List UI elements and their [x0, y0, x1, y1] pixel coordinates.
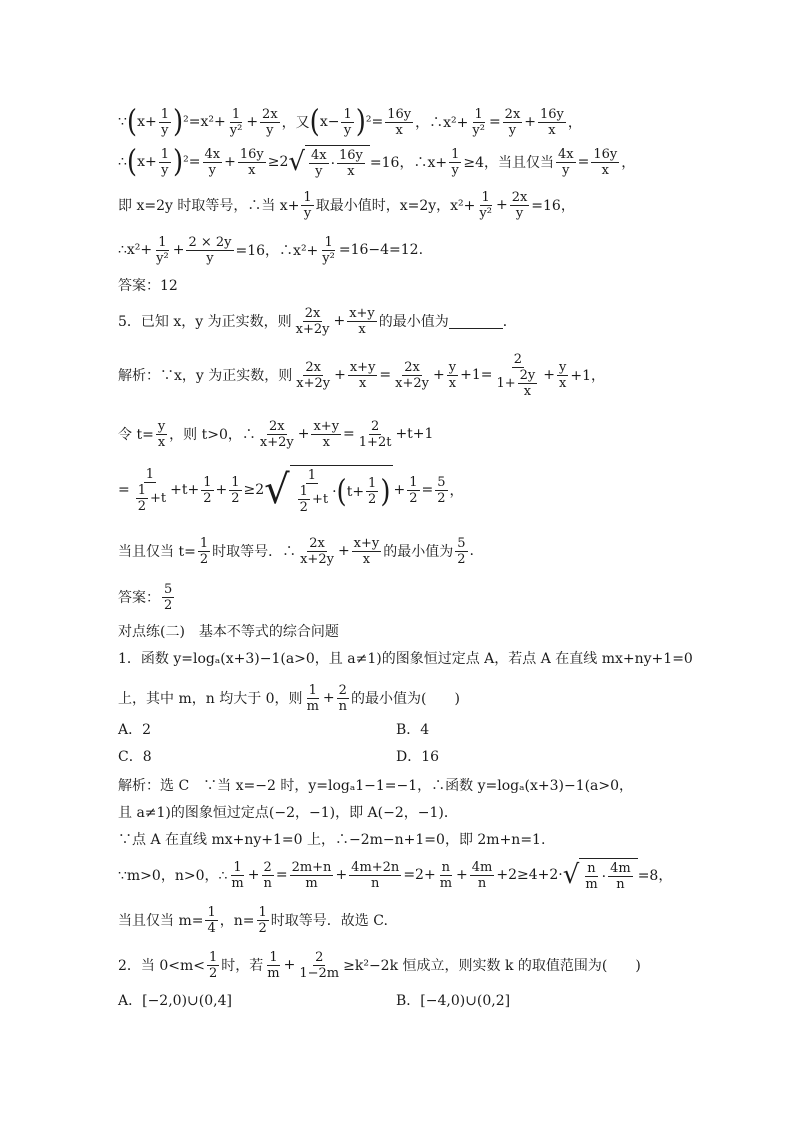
fraction: $\frac{5}{2}$ — [164, 581, 173, 613]
fraction: $\frac{y}{x}$ — [559, 359, 567, 391]
problem-1-line-1: 1．函数 y=logₐ(x+3)−1(a>0，且 a≠1)的图象恒过定点 A，若点 A 在直线 mx+ny+1=0 — [118, 651, 693, 667]
fraction: $\frac{4m+2n}{n}$ — [351, 859, 400, 891]
fraction: $\frac{2x}{x+2y}$ — [395, 359, 429, 391]
problem-5: 5．已知 x，y 为正实数，则 $\frac{2x}{x+2y}$ + $\frac{x+y}{x}$ 的最小值为 ． — [118, 305, 517, 337]
analysis-line-4: 当且仅当 t= $\frac{1}{2}$ 时取等号．∴ $\frac{2x}{x+2y}$ + $\frac{x+y}{x}$ 的最小值为 $\frac{5}{2}$ . — [118, 535, 474, 567]
option-c: C．8 — [118, 749, 152, 765]
fraction: $\frac{1}{\text{y²}}$ — [156, 234, 169, 266]
fraction: $\frac{4x}{y}$ — [558, 146, 574, 178]
because-symbol: ∵ — [118, 114, 127, 130]
option-d: D．16 — [396, 749, 440, 765]
option-b: B．4 — [396, 722, 430, 738]
fraction: $\frac{2m+n}{m}$ — [291, 859, 332, 891]
answer-line-1: 答案：12 — [118, 278, 178, 294]
fraction: $\frac{2x}{x+2y}$ — [300, 535, 334, 567]
fraction: $\frac{16y}{x}$ — [387, 106, 412, 138]
fraction: $\frac{2}{1+2t}$ — [358, 418, 392, 450]
fraction: $\frac{4x}{y}$ — [204, 146, 221, 178]
complex-fraction: 2 1+ $\frac{2y}{x}$ — [496, 351, 536, 399]
fraction: $\frac{x+y}{x}$ — [349, 305, 375, 337]
fraction: $\frac{x+y}{x}$ — [313, 418, 340, 450]
fraction: $\frac{5}{2}$ — [457, 535, 466, 567]
fraction: $\frac{1}{y}$ — [160, 106, 169, 138]
square-root: √ 1 $\frac{1}{2}$ +t · ( t+ $\frac{1}{2}$ ) — [264, 465, 393, 515]
fraction: $\frac{1}{\text{y²}}$ — [479, 189, 492, 221]
section-heading: 对点练(二) 基本不等式的综合问题 — [118, 624, 339, 640]
expr-text: ，又 — [281, 115, 310, 131]
fraction: $\frac{2x}{x+2y}$ — [296, 359, 331, 391]
fraction: $\frac{1}{y}$ — [451, 146, 460, 178]
fraction: $\frac{1}{4}$ — [207, 904, 216, 936]
option-b: B．[−4,0)∪(0,2] — [396, 993, 511, 1009]
expr-text: x+ — [137, 114, 157, 130]
fraction: $\frac{1}{2}$ — [258, 904, 267, 936]
fraction: $\frac{5}{2}$ — [437, 474, 446, 506]
analysis-line-1: 解析：∵x，y 为正实数，则 $\frac{2x}{x+2y}$ + $\frac{x+y}{x}$ = $\frac{2x}{x+2y}$ + $\frac{y}{x}$ +1= 2 1+ $\frac{2y}{x}$ + $\frac{y}{x}$ +1， — [118, 351, 605, 399]
fraction: $\frac{1}{2}$ — [203, 474, 212, 506]
fraction: $\frac{1}{2}$ — [409, 474, 418, 506]
fraction: $\frac{y}{x}$ — [157, 418, 166, 450]
analysis-p1-line-3: ∵点 A 在直线 mx+ny+1=0 上，∴−2m−n+1=0，即 2m+n=1. — [118, 832, 546, 848]
fraction: $\frac{n}{m}$ — [439, 859, 453, 891]
fraction: $\frac{16y}{x}$ — [239, 146, 264, 178]
analysis-p1-line-2: 且 a≠1)的图象恒过定点(−2，−1)，即 A(−2，−1)． — [118, 805, 458, 821]
fraction: $\frac{2x}{y}$ — [504, 106, 521, 138]
fraction: $\frac{1}{m}$ — [231, 859, 244, 891]
fraction: $\frac{1}{2}$ — [199, 535, 209, 567]
fraction: $\frac{4m}{n}$ — [471, 859, 493, 891]
solution-line-2: ∴ ( x+ $\frac{1}{y}$ ) ²= $\frac{4x}{y}$ + $\frac{16y}{x}$ ≥2 √ $\frac{4x}{y}$ · $\frac{16y}{x}$ =16，∴x+ $\frac{1}{y}$ ≥4，当且仅当 $\frac{4x}{y}$ = $\frac{16y}{x}$ ， — [118, 144, 636, 180]
expr-text: ²=x²+ — [183, 114, 226, 130]
fraction: $\frac{2x}{y}$ — [262, 106, 278, 138]
solution-line-1: ∵ ( x+ $\frac{1}{y}$ ) ²=x²+ $\frac{1}{\text{y²}}$ + $\frac{2x}{y}$ ，又 ( x− $\frac{1}{y}$ ) ²= $\frac{16y}{x}$ ，∴x²+ $\frac{1}{\text{y²}}$ = $\frac{2x}{y}$ + $\frac{16y}{x}$ ， — [118, 104, 582, 140]
fraction: $\frac{x+y}{x}$ — [349, 359, 376, 391]
fraction: $\frac{1}{y}$ — [160, 146, 169, 178]
solution-line-4: ∴x²+ $\frac{1}{\text{y²}}$ + $\frac{2 \times 2y}{y}$ =16，∴x²+ $\frac{1}{\text{y²}}$ =16−4=12. — [118, 234, 424, 266]
fraction: $\frac{1}{y}$ — [343, 106, 352, 138]
fraction: $\frac{16y}{x}$ — [540, 106, 564, 138]
answer-blank — [449, 314, 503, 329]
analysis-line-3: = 1 $\frac{1}{2}$ +t +t+ $\frac{1}{2}$ + $\frac{1}{2}$ ≥2 √ 1 $\frac{1}{2}$ +t · ( t+ $\frac{1}{2}$ ) + $\frac{1}{2}$ = $\frac{5}{2}$ ， — [118, 466, 464, 515]
complex-fraction: 1 $\frac{1}{2}$ +t — [137, 466, 167, 514]
fraction: $\frac{1}{y}$ — [303, 189, 312, 221]
fraction: $\frac{1}{\text{y²}}$ — [322, 234, 335, 266]
square-root: √ $\frac{4x}{y}$ · $\frac{16y}{x}$ — [288, 145, 370, 179]
square-root: √ $\frac{n}{m}$ · $\frac{4m}{n}$ — [563, 858, 638, 892]
fraction: $\frac{x+y}{x}$ — [353, 535, 380, 567]
fraction: $\frac{2x}{y}$ — [511, 189, 528, 221]
fraction: $\frac{2x}{x+2y}$ — [295, 305, 330, 337]
solution-line-3: 即 x=2y 时取等号，∴当 x+ $\frac{1}{y}$ 取最小值时，x=2y，x²+ $\frac{1}{\text{y²}}$ + $\frac{2x}{y}$ =16， — [118, 189, 575, 221]
analysis-p1-line-4: ∵m>0，n>0，∴ $\frac{1}{m}$ + $\frac{2}{n}$ = $\frac{2m+n}{m}$ + $\frac{4m+2n}{n}$ =2+ $\frac{n}{m}$ + $\frac{4m}{n}$ +2≥4+2· √ $\frac{n}{m}$ · $\frac{4m}{n}$ =8， — [118, 859, 673, 892]
analysis-line-2: 令 t= $\frac{y}{x}$ ，则 t>0，∴ $\frac{2x}{x+2y}$ + $\frac{x+y}{x}$ = $\frac{2}{1+2t}$ +t+1 — [118, 418, 434, 450]
problem-2: 2．当 0<m< $\frac{1}{2}$ 时，若 $\frac{1}{m}$ + $\frac{2}{1-2m}$ ≥k²−2k 恒成立，则实数 k 的取值范围为( ) — [118, 949, 641, 981]
analysis-p1-line-5: 当且仅当 m= $\frac{1}{4}$ ，n= $\frac{1}{2}$ 时取等号．故选 C. — [118, 904, 388, 936]
fraction: $\frac{1}{2}$ — [231, 474, 240, 506]
fraction: $\frac{2 \times 2y}{y}$ — [188, 234, 232, 266]
fraction: $\frac{1}{m}$ — [267, 949, 280, 981]
analysis-p1-line-1: 解析：选 C ∵当 x=−2 时，y=logₐ1−1=−1，∴函数 y=logₐ(x+3)−1(a>0， — [118, 778, 634, 794]
fraction: $\frac{1}{\text{y²}}$ — [472, 106, 485, 138]
fraction: $\frac{1}{m}$ — [306, 682, 319, 714]
problem-1-line-2: 上，其中 m，n 均大于 0，则 $\frac{1}{m}$ + $\frac{2}{n}$ 的最小值为( ) — [118, 682, 460, 714]
answer-line-2: 答案： $\frac{5}{2}$ — [118, 581, 173, 613]
fraction: $\frac{2x}{x+2y}$ — [259, 418, 294, 450]
fraction: $\frac{1}{2}$ — [209, 949, 218, 981]
fraction: $\frac{2}{n}$ — [338, 682, 347, 714]
fraction: $\frac{2}{1-2m}$ — [299, 949, 340, 981]
option-row-3 — [118, 975, 510, 1025]
fraction: $\frac{16y}{x}$ — [593, 146, 618, 178]
fraction: $\frac{y}{x}$ — [448, 359, 457, 391]
option-a: A．2 — [118, 722, 152, 738]
option-a: A．[−2,0)∪(0,4] — [118, 993, 232, 1009]
fraction: $\frac{1}{\text{y²}}$ — [229, 106, 243, 138]
fraction: $\frac{2}{n}$ — [263, 859, 272, 891]
